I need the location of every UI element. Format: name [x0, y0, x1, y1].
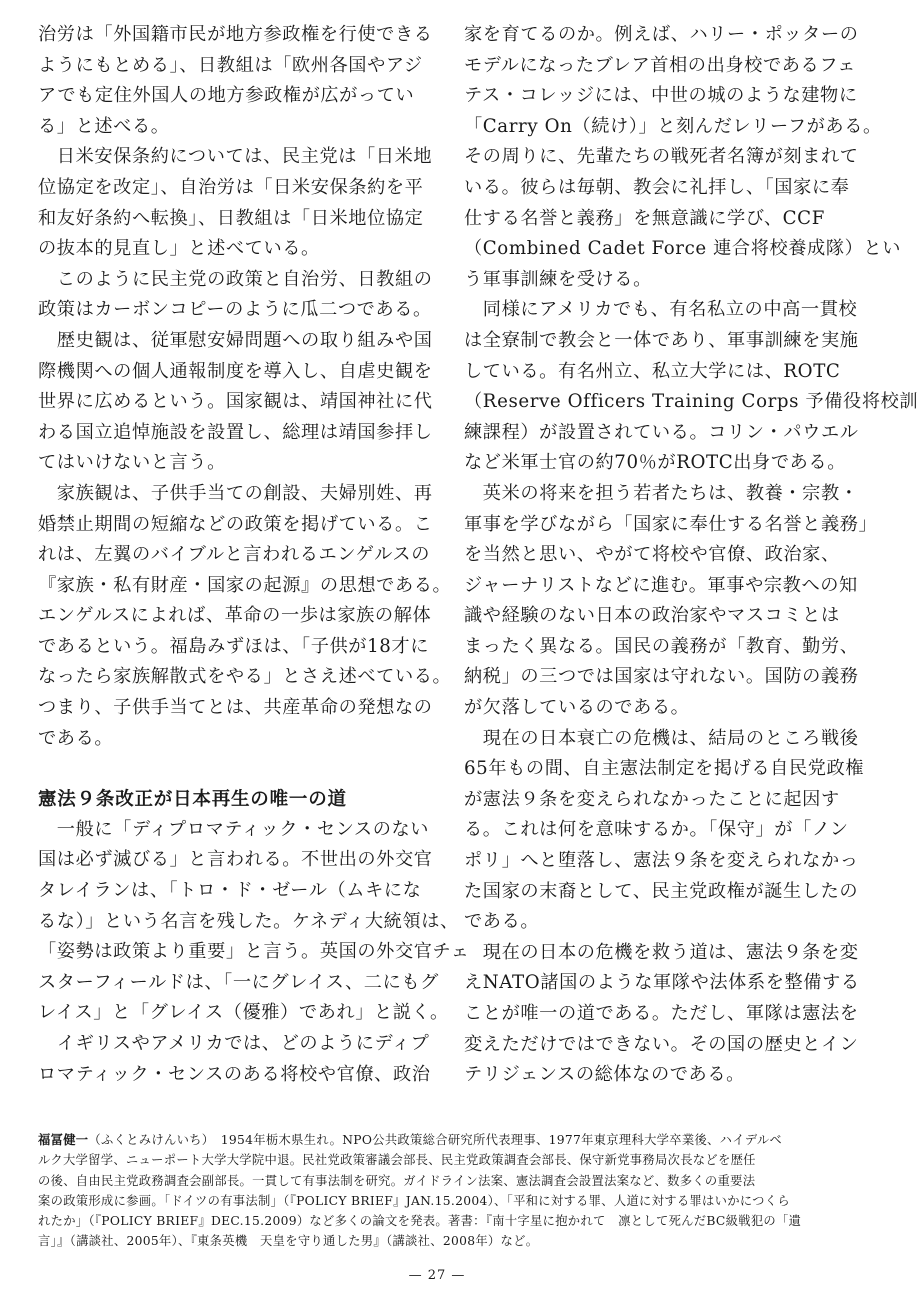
bio-line: ルク大学留学、ニューポート大学大学院中退。民社党政策審議会部長、民主党政策調査会部長、保守新党事務局次長などを歴任 — [38, 1153, 756, 1168]
paragraph — [464, 724, 865, 938]
page-number: — 27 — — [408, 1268, 466, 1283]
text-line: 「Carry On（続け）」と刻んだレリーフがある。 — [464, 115, 882, 137]
bio-line: の後、自由民主党政務調査会副部長。一貫して有事法制を研究。ガイドライン法案、憲法調査会設置法案など、数多くの重要法 — [38, 1173, 756, 1188]
text-line: を当然と思い、やがて将校や官僚、政治家、 — [464, 544, 840, 566]
bio-line: 案の政策形成に参画。「ドイツの有事法制」（『POLICY BRIEF』JAN.15.2004）、「平和に対する罪、人道に対する罪はいかにつくら — [38, 1193, 790, 1208]
text-line: であるという。福島みずほは、「子供が18才に — [38, 635, 429, 657]
text-line: スターフィールドは、「一にグレイス、二にもグ — [38, 971, 439, 993]
text-line: わる国立追悼施設を設置し、総理は靖国参拝し — [38, 421, 433, 443]
text-line: （Reserve Officers Training Corps 予備役将校訓 — [464, 391, 918, 413]
text-line: である。 — [38, 727, 114, 749]
text-line: 65年もの間、自主憲法制定を掲げる自民党政権 — [464, 758, 865, 780]
text-line: 婚禁止期間の短縮などの政策を掲げている。こ — [38, 513, 433, 535]
paragraph — [38, 815, 470, 1029]
text-line: など米軍士官の約70％がROTC出身である。 — [464, 452, 846, 474]
text-line: 変えただけではできない。その国の歴史とイン — [464, 1033, 859, 1055]
bio-text: （ふくとみけんいち） 1954年栃木県生れ。NPO公共政策総合研究所代表理事、1977年東京理科大学卒業後、ハイデルベ — [88, 1133, 783, 1147]
text-line: タレイランは、「トロ・ド・ゼール（ムキにな — [38, 880, 422, 902]
text-line: 治労は「外国籍市民が地方参政権を行使できる — [38, 24, 433, 45]
text-line: 家族観は、子供手当ての創設、夫婦別姓、再 — [38, 482, 433, 504]
paragraph — [38, 142, 433, 264]
bio-line: れたか」（『POLICY BRIEF』DEC.15.2009）など多くの論文を発表。著書：『南十字星に抱かれて 凛として死んだBC級戦犯の「遺 — [38, 1214, 802, 1229]
text-line: 家を育てるのか。例えば、ハリー・ポッターの — [464, 24, 859, 45]
text-line: テリジェンスの総体なのである。 — [464, 1064, 745, 1086]
paragraph — [464, 295, 918, 479]
author-name: 福冨健一 — [38, 1133, 89, 1147]
right-column — [464, 20, 918, 1091]
text-line: 『家族・私有財産・国家の起源』の思想である。 — [38, 574, 452, 596]
text-line: 識や経験のない日本の政治家やマスコミとは — [464, 605, 840, 627]
text-line: 一般に「ディプロマティック・センスのない — [38, 818, 430, 840]
text-line: 同様にアメリカでも、有名私立の中高一貫校 — [464, 299, 858, 321]
paragraph — [464, 938, 860, 1091]
text-line: （Combined Cadet Force 連合将校養成隊）とい — [464, 238, 901, 260]
text-line: 世界に広めるという。国家観は、靖国神社に代 — [38, 391, 433, 413]
text-line: 日米安保条約については、民主党は「日米地 — [38, 146, 433, 168]
text-line: た国家の末裔として、民主党政権が誕生したの — [464, 880, 859, 902]
text-line: 位協定を改定」、自治労は「日米安保条約を平 — [38, 176, 424, 198]
text-line: う軍事訓練を受ける。 — [464, 268, 652, 290]
paragraph — [464, 479, 878, 724]
section-heading: 憲法９条改正が日本再生の唯一の道 — [38, 788, 347, 810]
text-line: している。有名州立、私立大学には、ROTC — [464, 360, 841, 382]
text-line: モデルになったブレア首相の出身校であるフェ — [464, 54, 856, 76]
paragraph — [38, 1029, 431, 1090]
text-line: ようにもとめる」、日教組は「欧州各国やアジ — [38, 54, 423, 76]
text-line: 納税」の三つでは国家は守れない。国防の義務 — [464, 666, 859, 688]
text-line: アでも定住外国人の地方参政権が広がってい — [38, 85, 415, 107]
text-line: は全寮制で教会と一体であり、軍事訓練を実施 — [464, 329, 859, 351]
text-line: ポリ」へと堕落し、憲法９条を変えられなかっ — [464, 850, 859, 872]
text-line: 練課程）が設置されている。コリン・パウエル — [464, 421, 859, 443]
text-line: 英米の将来を担う若者たちは、教養・宗教・ — [464, 482, 859, 504]
text-line: 「姿勢は政策より重要」と言う。英国の外交官チェ — [38, 941, 470, 963]
text-line: れは、左翼のバイブルと言われるエンゲルスの — [38, 544, 430, 566]
text-line: レイス」と「グレイス（優雅）であれ」と説く。 — [38, 1002, 449, 1024]
text-line: このように民主党の政策と自治労、日教組の — [38, 268, 433, 290]
text-line: 仕する名誉と義務」を無意識に学び、CCF — [464, 207, 825, 229]
text-line: まったく異なる。国民の義務が「教育、勤労、 — [464, 635, 859, 657]
text-line: 和友好条約へ転換」、日教組は「日米地位協定 — [38, 207, 424, 229]
text-line: 軍事を学びながら「国家に奉仕する名誉と義務」 — [464, 513, 878, 535]
spacer — [38, 754, 410, 785]
text-line: 歴史観は、従軍慰安婦問題への取り組みや国 — [38, 329, 433, 351]
text-line: テス・コレッジには、中世の城のような建物に — [464, 85, 858, 107]
text-line: ジャーナリストなどに進む。軍事や宗教への知 — [464, 574, 858, 596]
text-line: が欠落しているのである。 — [464, 697, 690, 719]
text-line: エンゲルスによれば、革命の一歩は家族の解体 — [38, 605, 432, 627]
paragraph — [38, 20, 433, 142]
text-line: ことが唯一の道である。ただし、軍隊は憲法を — [464, 1003, 859, 1024]
text-line: てはいけないと言う。 — [38, 452, 226, 474]
text-line: る」と述べる。 — [38, 115, 170, 137]
text-line: が憲法９条を変えられなかったことに起因す — [464, 788, 840, 810]
text-line: の抜本的見直し」と述べている。 — [38, 238, 320, 260]
text-line: つまり、子供手当てとは、共産革命の発想なの — [38, 697, 433, 719]
author-bio — [38, 1130, 838, 1252]
text-line: イギリスやアメリカでは、どのようにディプ — [38, 1033, 430, 1054]
paragraph — [38, 479, 452, 754]
text-line: えNATO諸国のような軍隊や法体系を整備する — [464, 972, 860, 994]
paragraph — [464, 20, 901, 295]
text-line: 現在の日本衰亡の危機は、結局のところ戦後 — [464, 727, 859, 749]
text-line: 際機関への個人通報制度を導入し、自虐史観を — [38, 360, 433, 382]
text-line: なったら家族解散式をやる」とさえ述べている。 — [38, 666, 452, 688]
text-line: る。これは何を意味するか。「保守」が「ノン — [464, 819, 849, 841]
text-line: 現在の日本の危機を救う道は、憲法９条を変 — [464, 941, 859, 963]
bio-line: 言」』（講談社、2005年）、『東条英機 天皇を守り通した男』（講談社、2008年）など。 — [38, 1234, 539, 1249]
left-column — [38, 20, 470, 1090]
text-line: である。 — [464, 911, 540, 933]
paragraph — [38, 265, 433, 326]
text-line: その周りに、先輩たちの戦死者名簿が刻まれて — [464, 146, 859, 168]
text-line: いる。彼らは毎朝、教会に礼拝し、「国家に奉 — [464, 176, 850, 198]
text-line: ロマティック・センスのある将校や官僚、政治 — [38, 1063, 431, 1085]
text-line: 政策はカーボンコピーのように瓜二つである。 — [38, 299, 432, 321]
text-line: 国は必ず滅びる」と言われる。不世出の外交官 — [38, 849, 433, 871]
text-line: るな）」という名言を残した。ケネディ大統領は、 — [38, 910, 459, 932]
bio-line — [38, 1130, 838, 1150]
paragraph — [38, 326, 433, 479]
